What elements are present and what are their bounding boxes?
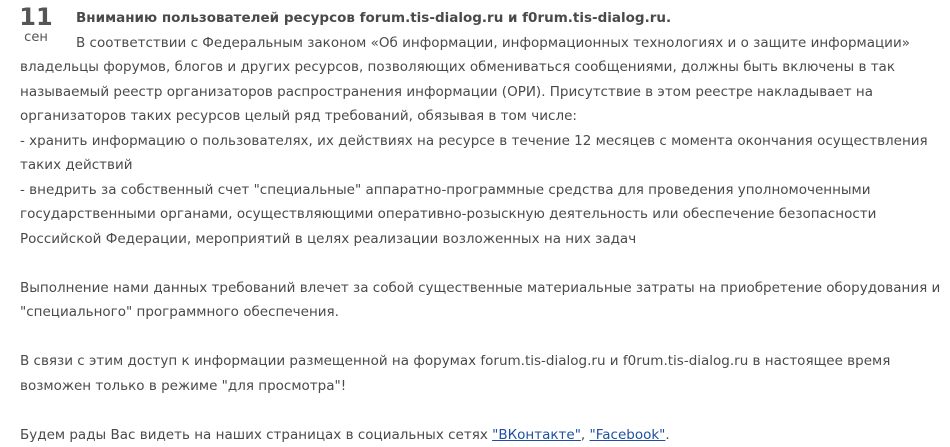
article-paragraph-readonly-notice: В связи с этим доступ к информации размещенной на форумах forum.tis-dialog.ru и f0rum.tis-dialog.ru в настоящее время возможен только в режиме "для просмотра"! <box>20 349 942 398</box>
vkontakte-link[interactable]: "ВКонтакте" <box>492 427 581 443</box>
social-invite-end: . <box>665 427 669 443</box>
date-day: 11 <box>14 4 58 30</box>
date-month: сен <box>14 30 58 45</box>
social-invite-text: Будем рады Вас видеть на наших страницах в социальных сетях <box>20 427 492 443</box>
article-paragraph-intro: В соответствии с Федеральным законом «Об информации, информационных технологиях и о защите информации» владельцы форумов, блогов и других ресурсов, позволяющих обмениваться сообщениями, должны быть включены в так называемый реестр организаторов распространения информации (ОРИ). Присутствие в этом реестре накладывает на организаторов таких ресурсов целый ряд требований, обязывая в том числе: <box>20 31 942 129</box>
paragraph-spacer <box>20 251 942 276</box>
news-article <box>20 6 942 447</box>
article-headline: Вниманию пользователей ресурсов forum.tis-dialog.ru и f0rum.tis-dialog.ru. <box>20 6 942 31</box>
requirement-item-equipment: - внедрить за собственный счет "специальные" аппаратно-программные средства для проведения уполномоченными государственными органами, осуществляющими оперативно-розыскную деятельность или обеспечение безопасности Российской Федерации, мероприятий в целях реализации возложенных на них задач <box>20 178 942 252</box>
link-separator: , <box>581 427 590 443</box>
requirement-item-storage: - хранить информацию о пользователях, их действиях на ресурсе в течение 12 месяцев с момента окончания осуществления таких действий <box>20 129 942 178</box>
paragraph-spacer <box>20 325 942 350</box>
article-paragraph-costs: Выполнение нами данных требований влечет за собой существенные материальные затраты на приобретение оборудования и "специального" программного обеспечения. <box>20 276 942 325</box>
facebook-link[interactable]: "Facebook" <box>590 427 666 443</box>
article-paragraph-social <box>20 423 942 447</box>
paragraph-spacer <box>20 398 942 423</box>
